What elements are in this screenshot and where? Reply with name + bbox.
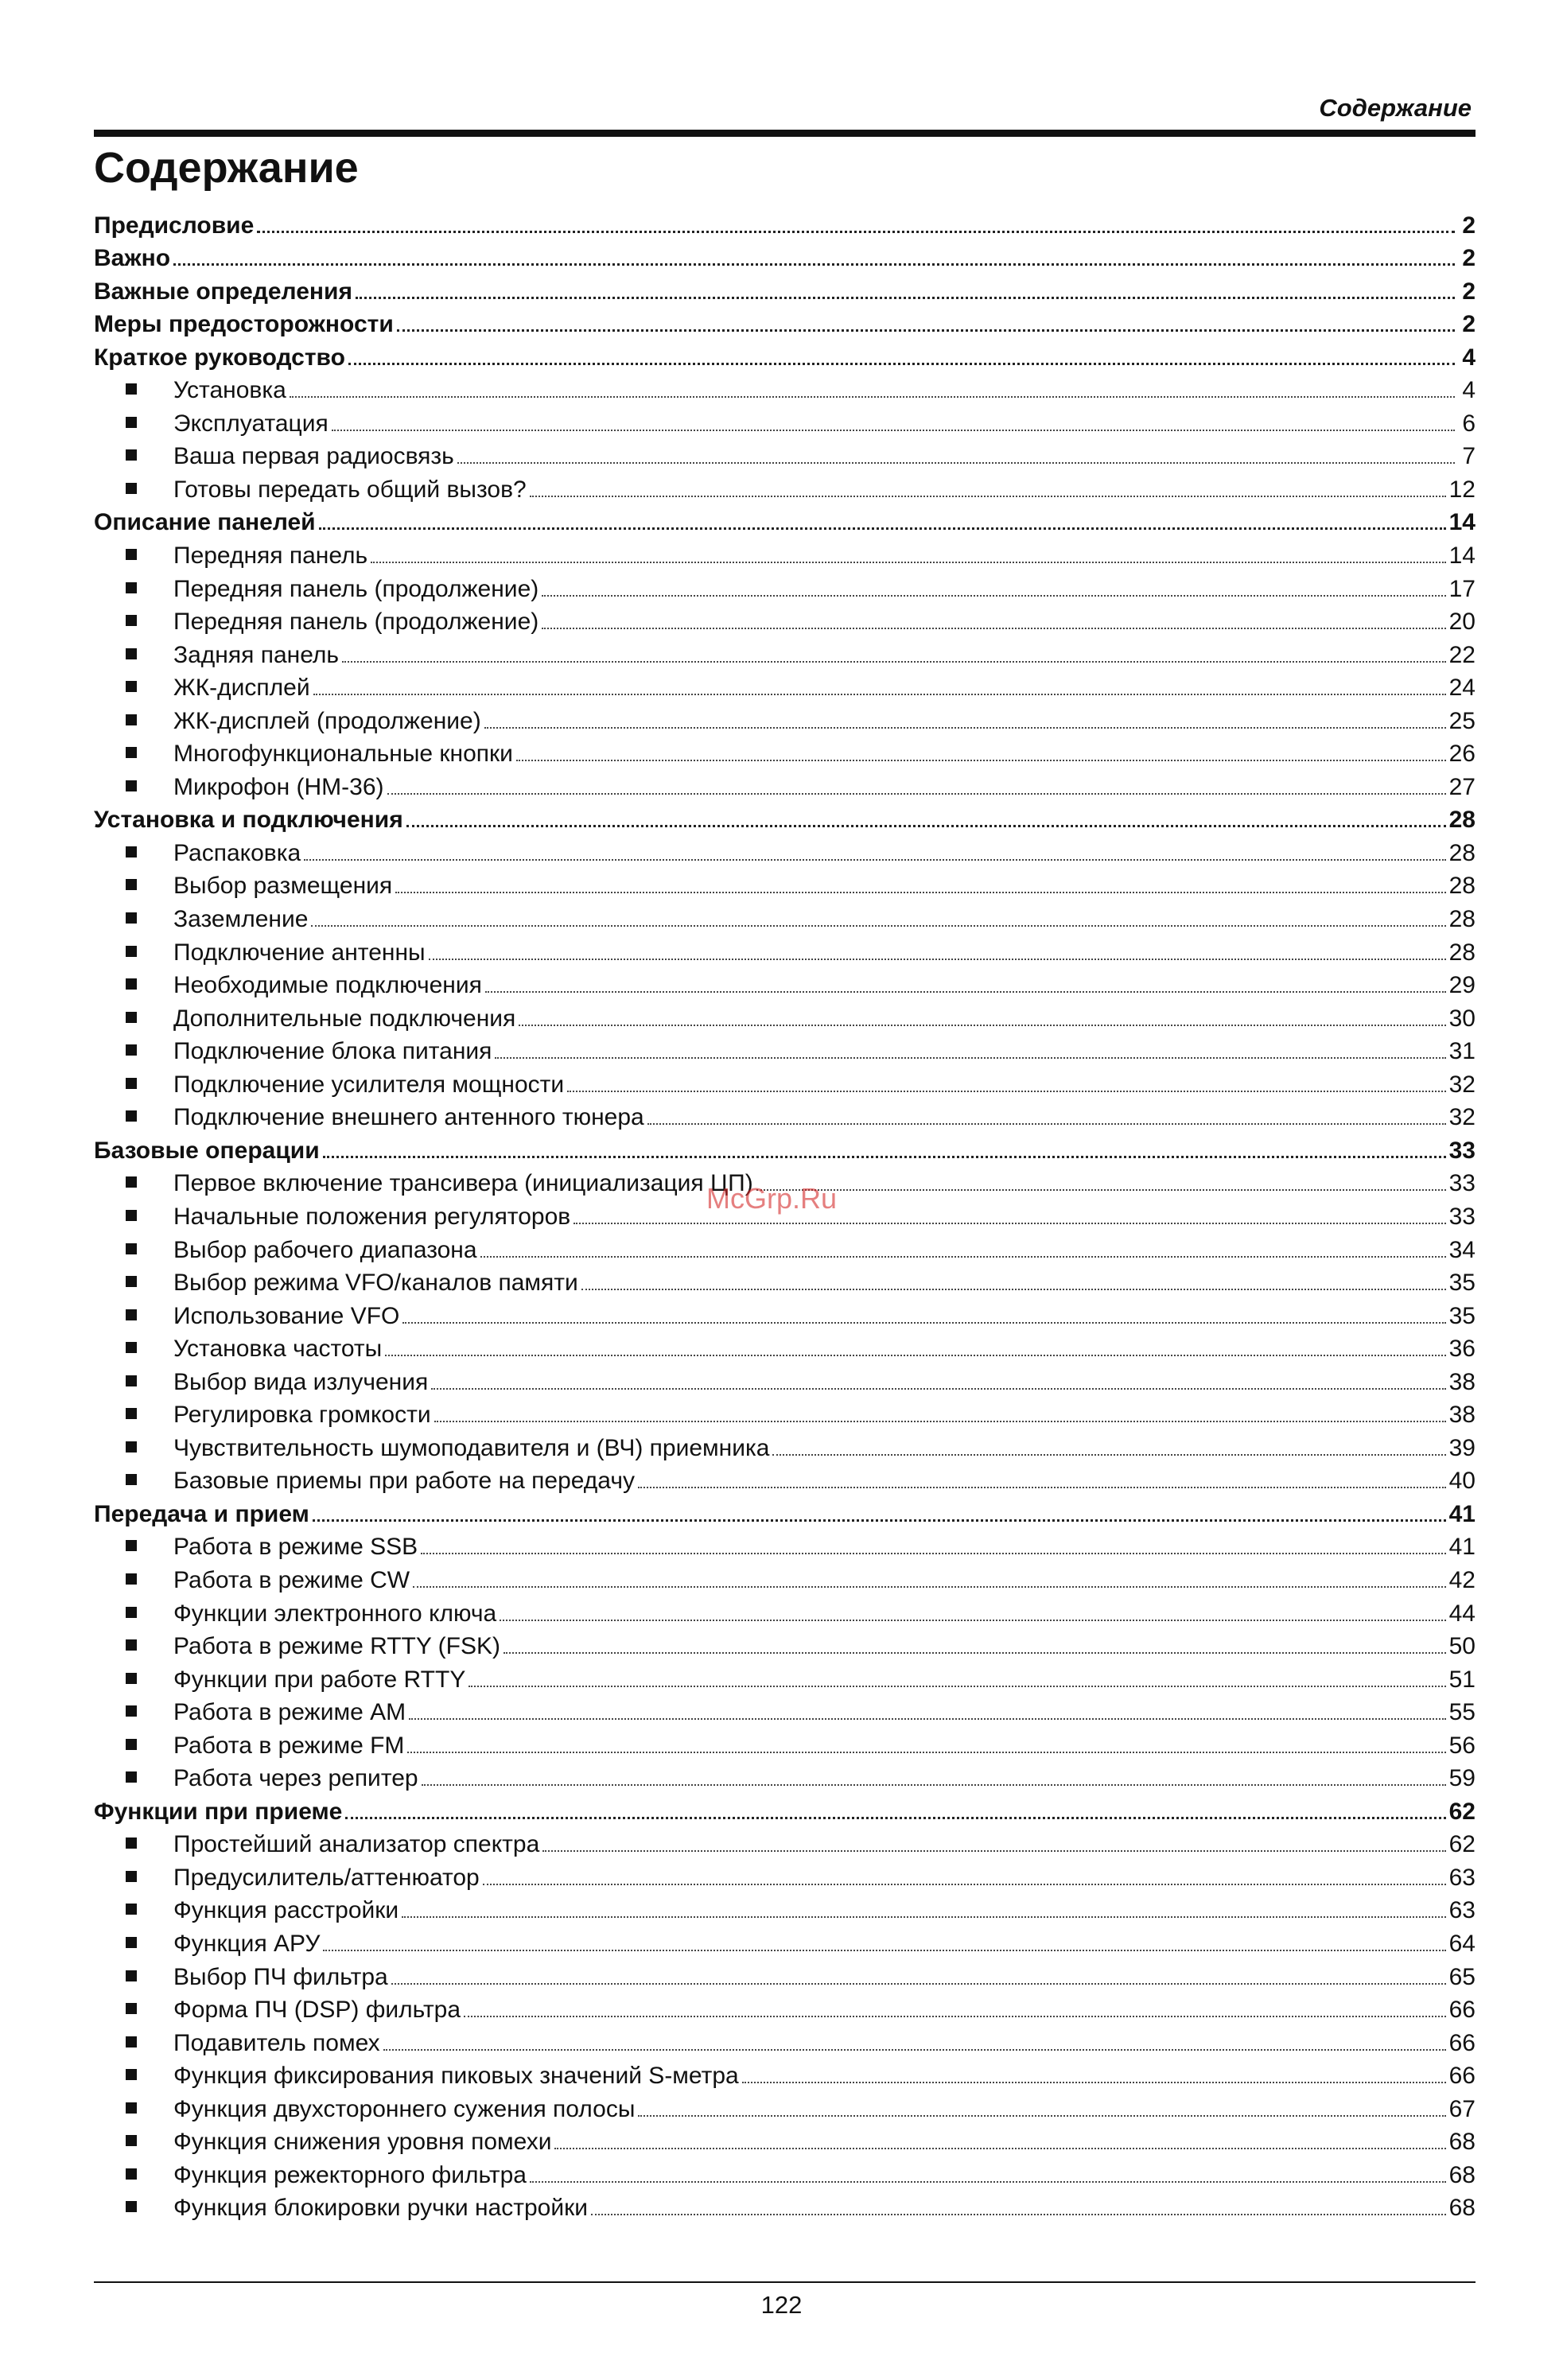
- toc-entry-page: 35: [1448, 1270, 1476, 1297]
- toc-entry-title: Необходимые подключения: [173, 972, 482, 999]
- dot-leader: [323, 1156, 1446, 1158]
- toc-entry-title: Передача и прием: [94, 1500, 309, 1527]
- toc-entry-title: ЖК-дисплей (продолжение): [173, 707, 481, 734]
- toc-item[interactable]: [94, 1958, 1476, 1992]
- toc-entry-page: 17: [1448, 575, 1476, 602]
- toc-item[interactable]: [94, 1561, 1476, 1595]
- toc-entry-title: Описание панелей: [94, 509, 316, 536]
- dot-leader: [542, 628, 1445, 629]
- bullet-icon: [126, 1408, 137, 1419]
- toc-entry-page: 14: [1448, 542, 1476, 570]
- toc-entry-page: 28: [1448, 807, 1476, 834]
- bullet-icon: [126, 1276, 137, 1287]
- toc-entry-title: Функция АРУ: [173, 1930, 321, 1957]
- toc-entry-page: 35: [1448, 1302, 1476, 1329]
- toc-entry-title: Функция фиксирования пиковых значений S-метра: [173, 2063, 739, 2090]
- header-rule: [94, 130, 1476, 137]
- dot-leader: [504, 1652, 1446, 1654]
- toc-entry-title: Подавитель помех: [173, 2029, 380, 2056]
- toc-entry-page: 41: [1448, 1500, 1476, 1527]
- toc-entry-page: 26: [1448, 741, 1476, 768]
- toc-entry-page: 56: [1448, 1732, 1476, 1759]
- toc-item[interactable]: [94, 2024, 1476, 2058]
- toc-entry-title: Базовые приемы при работе на передачу: [173, 1468, 635, 1495]
- toc-item[interactable]: [94, 438, 1476, 472]
- bullet-icon: [126, 2003, 137, 2014]
- toc-entry-title: Функция расстройки: [173, 1897, 399, 1924]
- bullet-icon: [126, 1110, 137, 1122]
- dot-leader: [434, 1421, 1446, 1422]
- dot-leader: [483, 1884, 1446, 1885]
- toc-entry-title: Регулировка громкости: [173, 1402, 431, 1429]
- toc-entry-title: Выбор режима VFO/каналов памяти: [173, 1270, 578, 1297]
- dot-leader: [500, 1620, 1445, 1621]
- toc-entry-page: 59: [1448, 1765, 1476, 1792]
- toc-entry-page: 22: [1448, 641, 1476, 668]
- bullet-icon: [126, 1210, 137, 1221]
- toc-item[interactable]: [94, 1760, 1476, 1794]
- toc-entry-page: 31: [1448, 1038, 1476, 1065]
- toc-entry-page: 32: [1448, 1071, 1476, 1098]
- bullet-icon: [126, 946, 137, 957]
- toc-entry-page: 33: [1448, 1170, 1476, 1197]
- toc-entry-title: Установка частоты: [173, 1336, 383, 1363]
- toc-item[interactable]: [94, 1529, 1476, 1562]
- toc-entry-page: 33: [1448, 1203, 1476, 1230]
- bullet-icon: [126, 2135, 137, 2146]
- toc-entry-page: 34: [1448, 1236, 1476, 1263]
- toc-entry-page: 68: [1448, 2161, 1476, 2188]
- dot-leader: [542, 1850, 1445, 1852]
- dot-leader: [647, 1123, 1446, 1125]
- bullet-icon: [126, 1540, 137, 1551]
- toc-item[interactable]: [94, 1297, 1476, 1331]
- toc-entry-page: 28: [1448, 873, 1476, 900]
- page-title: Содержание: [94, 144, 359, 192]
- toc-entry-page: 68: [1448, 2129, 1476, 2156]
- toc-entry-title: Выбор вида излучения: [173, 1368, 429, 1395]
- toc-entry-title: Распаковка: [173, 839, 301, 866]
- toc-entry-title: Подключение антенны: [173, 939, 426, 966]
- toc-item[interactable]: [94, 1000, 1476, 1033]
- toc-entry-page: 66: [1448, 2063, 1476, 2090]
- dot-leader: [387, 793, 1446, 795]
- bullet-icon: [126, 1937, 137, 1948]
- dot-leader: [413, 1586, 1446, 1588]
- dot-leader: [311, 925, 1445, 927]
- toc-item[interactable]: [94, 900, 1476, 934]
- toc-item[interactable]: [94, 2124, 1476, 2157]
- dot-leader: [383, 2049, 1446, 2051]
- dot-leader: [638, 2115, 1445, 2117]
- toc-item[interactable]: [94, 1925, 1476, 1958]
- dot-leader: [406, 825, 1446, 827]
- toc-entry-title: Работа в режиме RTTY (FSK): [173, 1633, 501, 1660]
- bullet-icon: [126, 1342, 137, 1353]
- toc-entry-page: 27: [1448, 773, 1476, 800]
- bullet-icon: [126, 2069, 137, 2080]
- bullet-icon: [126, 2102, 137, 2114]
- toc-entry-page: 63: [1448, 1864, 1476, 1891]
- toc-entry-page: 30: [1448, 1005, 1476, 1032]
- toc-entry-page: 28: [1448, 906, 1476, 933]
- page-number: 122: [760, 2291, 803, 2319]
- dot-leader: [257, 231, 1455, 233]
- toc-item[interactable]: [94, 1727, 1476, 1760]
- dot-leader: [402, 1322, 1445, 1324]
- toc-entry-page: 44: [1448, 1600, 1476, 1627]
- toc-item[interactable]: [94, 1661, 1476, 1694]
- dot-leader: [173, 263, 1455, 266]
- toc-entry-page: 24: [1448, 675, 1476, 702]
- toc-entry-page: 66: [1448, 1997, 1476, 2024]
- toc-entry-title: Чувствительность шумоподавителя и (ВЧ) приемника: [173, 1434, 770, 1461]
- toc-entry-title: Работа через репитер: [173, 1765, 418, 1792]
- toc-entry-page: 28: [1448, 839, 1476, 866]
- bullet-icon: [126, 582, 137, 593]
- bullet-icon: [126, 383, 137, 395]
- toc-entry-page: 25: [1448, 707, 1476, 734]
- bullet-icon: [126, 615, 137, 626]
- toc-section[interactable]: [94, 207, 1476, 240]
- toc-item[interactable]: [94, 868, 1476, 901]
- bullet-icon: [126, 1375, 137, 1386]
- dot-leader: [638, 1487, 1446, 1488]
- dot-leader: [332, 430, 1455, 431]
- toc-item[interactable]: [94, 670, 1476, 703]
- bullet-icon: [126, 1673, 137, 1684]
- running-header: Содержание: [1319, 94, 1472, 122]
- bullet-icon: [126, 747, 137, 758]
- bullet-icon: [126, 1639, 137, 1651]
- bullet-icon: [126, 2168, 137, 2180]
- toc-entry-title: Подключение внешнего антенного тюнера: [173, 1104, 644, 1131]
- bullet-icon: [126, 1474, 137, 1485]
- toc-entry-title: Передняя панель: [173, 542, 368, 570]
- toc-entry-title: Использование VFO: [173, 1302, 400, 1329]
- toc-item[interactable]: [94, 405, 1476, 438]
- toc-item[interactable]: [94, 834, 1476, 868]
- dot-leader: [407, 1752, 1445, 1753]
- toc-entry-page: 38: [1448, 1368, 1476, 1395]
- toc-entry-page: 32: [1448, 1104, 1476, 1131]
- toc-entry-page: 64: [1448, 1930, 1476, 1957]
- dot-leader: [348, 363, 1455, 365]
- bullet-icon: [126, 879, 137, 890]
- bullet-icon: [126, 912, 137, 924]
- toc-item[interactable]: [94, 604, 1476, 637]
- dot-leader: [516, 760, 1446, 761]
- toc-entry-title: Работа в режиме FM: [173, 1732, 405, 1759]
- dot-leader: [342, 661, 1446, 663]
- toc-section[interactable]: [94, 273, 1476, 306]
- toc-item[interactable]: [94, 1331, 1476, 1364]
- bullet-icon: [126, 1838, 137, 1849]
- toc-entry-title: Краткое руководство: [94, 344, 345, 371]
- toc-item[interactable]: [94, 1595, 1476, 1628]
- toc-entry-title: Готовы передать общий вызов?: [173, 476, 527, 503]
- toc-entry-title: Выбор ПЧ фильтра: [173, 1963, 388, 1990]
- toc-entry-page: 42: [1448, 1566, 1476, 1593]
- toc-entry-page: 2: [1462, 311, 1476, 338]
- dot-leader: [429, 959, 1446, 960]
- dot-leader: [313, 694, 1446, 695]
- dot-leader: [542, 595, 1445, 597]
- toc-item[interactable]: [94, 1363, 1476, 1397]
- toc-entry-title: Функции при работе RTTY: [173, 1666, 466, 1693]
- toc-item[interactable]: [94, 2090, 1476, 2124]
- toc-item[interactable]: [94, 1231, 1476, 1265]
- toc-entry-page: 39: [1448, 1434, 1476, 1461]
- dot-leader: [319, 527, 1446, 530]
- bullet-icon: [126, 978, 137, 990]
- toc-item[interactable]: [94, 1099, 1476, 1133]
- watermark: McGrp.Ru: [706, 1182, 838, 1215]
- bullet-icon: [126, 1012, 137, 1023]
- toc-entry-title: ЖК-дисплей: [173, 675, 310, 702]
- dot-leader: [772, 1454, 1445, 1456]
- toc-entry-page: 33: [1448, 1137, 1476, 1164]
- toc-item[interactable]: [94, 2058, 1476, 2091]
- dot-leader: [409, 1718, 1446, 1720]
- toc-entry-page: 68: [1448, 2195, 1476, 2222]
- toc-entry-title: Предисловие: [94, 212, 255, 239]
- toc-section[interactable]: [94, 1495, 1476, 1529]
- toc-entry-title: Меры предосторожности: [94, 311, 394, 338]
- toc-entry-title: Задняя панель: [173, 641, 340, 668]
- bullet-icon: [126, 417, 137, 428]
- dot-leader: [323, 1950, 1445, 1951]
- toc-entry-title: Функции электронного ключа: [173, 1600, 497, 1627]
- toc-entry-page: 36: [1448, 1336, 1476, 1363]
- toc-entry-page: 67: [1448, 2095, 1476, 2122]
- toc-item[interactable]: [94, 1429, 1476, 1463]
- toc-entry-title: Многофункциональные кнопки: [173, 741, 513, 768]
- toc-entry-page: 4: [1462, 344, 1476, 371]
- toc-entry-page: 7: [1462, 443, 1476, 470]
- dot-leader: [371, 562, 1445, 563]
- toc-entry-page: 55: [1448, 1699, 1476, 1726]
- toc-entry-title: Предусилитель/аттенюатор: [173, 1864, 480, 1891]
- bullet-icon: [126, 2036, 137, 2048]
- toc-entry-page: 62: [1448, 1798, 1476, 1825]
- toc-item[interactable]: [94, 768, 1476, 802]
- dot-leader: [421, 1553, 1445, 1554]
- bullet-icon: [126, 1739, 137, 1750]
- toc-entry-page: 63: [1448, 1897, 1476, 1924]
- dot-leader: [554, 2148, 1445, 2149]
- toc-item[interactable]: [94, 1826, 1476, 1860]
- toc-entry-page: 20: [1448, 609, 1476, 636]
- toc-entry-title: Эксплуатация: [173, 410, 329, 437]
- dot-leader: [431, 1388, 1445, 1390]
- toc-entry-page: 41: [1448, 1534, 1476, 1561]
- toc-entry-title: Передняя панель (продолжение): [173, 609, 539, 636]
- bullet-icon: [126, 1441, 137, 1452]
- toc-entry-title: Выбор рабочего диапазона: [173, 1236, 477, 1263]
- toc-item[interactable]: [94, 2156, 1476, 2190]
- toc-entry-title: Установка: [173, 377, 286, 404]
- dot-leader: [395, 892, 1445, 893]
- dot-leader: [573, 1223, 1445, 1224]
- bullet-icon: [126, 1705, 137, 1717]
- toc-item[interactable]: [94, 1892, 1476, 1926]
- toc-entry-page: 50: [1448, 1633, 1476, 1660]
- bullet-icon: [126, 549, 137, 560]
- dot-leader: [345, 1817, 1445, 1819]
- dot-leader: [519, 1025, 1445, 1026]
- bullet-icon: [126, 780, 137, 791]
- toc-item[interactable]: [94, 702, 1476, 736]
- toc-item[interactable]: [94, 934, 1476, 967]
- bullet-icon: [126, 449, 137, 461]
- bullet-icon: [126, 1871, 137, 1882]
- toc-entry-page: 6: [1462, 410, 1476, 437]
- toc-entry-title: Первое включение трансивера (инициализация ЦП): [173, 1170, 753, 1197]
- toc-item[interactable]: [94, 1066, 1476, 1099]
- dot-leader: [756, 1189, 1446, 1191]
- dot-leader: [304, 859, 1445, 861]
- toc-entry-page: 38: [1448, 1402, 1476, 1429]
- toc-entry-title: Подключение блока питания: [173, 1038, 492, 1065]
- toc-item[interactable]: [94, 1992, 1476, 2025]
- toc-item[interactable]: [94, 1265, 1476, 1298]
- footer-rule: [94, 2281, 1476, 2283]
- toc-item[interactable]: [94, 967, 1476, 1001]
- toc-entry-page: 14: [1448, 509, 1476, 536]
- toc-item[interactable]: [94, 570, 1476, 604]
- toc-section[interactable]: [94, 1132, 1476, 1165]
- dot-leader: [581, 1289, 1446, 1290]
- dot-leader: [391, 1983, 1446, 1985]
- bullet-icon: [126, 1044, 137, 1056]
- toc-entry-title: Базовые операции: [94, 1137, 320, 1164]
- toc-section[interactable]: [94, 306, 1476, 340]
- dot-leader: [464, 2016, 1446, 2017]
- bullet-icon: [126, 1771, 137, 1783]
- bullet-icon: [126, 1970, 137, 1981]
- bullet-icon: [126, 1607, 137, 1618]
- dot-leader: [422, 1784, 1446, 1786]
- toc-entry-title: Выбор размещения: [173, 873, 393, 900]
- toc-entry-page: 2: [1462, 245, 1476, 272]
- dot-leader: [457, 462, 1455, 464]
- dot-leader: [397, 329, 1455, 332]
- dot-leader: [469, 1686, 1445, 1687]
- bullet-icon: [126, 1078, 137, 1089]
- toc-entry-title: Заземление: [173, 906, 309, 933]
- toc-entry-page: 12: [1448, 476, 1476, 503]
- bullet-icon: [126, 714, 137, 725]
- toc-item[interactable]: [94, 636, 1476, 670]
- toc-entry-page: 28: [1448, 939, 1476, 966]
- toc-entry-title: Функции при приеме: [94, 1798, 343, 1825]
- toc-entry-page: 2: [1462, 278, 1476, 305]
- toc-entry-page: 65: [1448, 1963, 1476, 1990]
- toc-item[interactable]: [94, 1033, 1476, 1067]
- bullet-icon: [126, 1243, 137, 1254]
- toc-entry-title: Микрофон (HM-36): [173, 773, 384, 800]
- dot-leader: [742, 2082, 1446, 2083]
- toc-entry-title: Дополнительные подключения: [173, 1005, 516, 1032]
- dot-leader: [567, 1091, 1445, 1092]
- toc-item[interactable]: [94, 2190, 1476, 2223]
- toc-item[interactable]: [94, 537, 1476, 570]
- dot-leader: [591, 2214, 1446, 2215]
- toc-section[interactable]: [94, 339, 1476, 372]
- toc-entry-title: Установка и подключения: [94, 807, 403, 834]
- toc-section[interactable]: [94, 504, 1476, 538]
- toc-entry-title: Простейший анализатор спектра: [173, 1831, 540, 1858]
- bullet-icon: [126, 1904, 137, 1915]
- toc-entry-page: 40: [1448, 1468, 1476, 1495]
- bullet-icon: [126, 2201, 137, 2212]
- toc-item[interactable]: [94, 1463, 1476, 1496]
- bullet-icon: [126, 1309, 137, 1320]
- toc-entry-title: Передняя панель (продолжение): [173, 575, 539, 602]
- toc-section[interactable]: [94, 240, 1476, 274]
- dot-leader: [402, 1916, 1445, 1918]
- toc-entry-title: Функция блокировки ручки настройки: [173, 2195, 588, 2222]
- toc-entry-title: Функция режекторного фильтра: [173, 2161, 527, 2188]
- toc-entry-title: Важно: [94, 245, 171, 272]
- dot-leader: [484, 727, 1446, 729]
- toc-section[interactable]: [94, 802, 1476, 835]
- toc-item[interactable]: [94, 1397, 1476, 1430]
- toc-entry-page: 62: [1448, 1831, 1476, 1858]
- toc-item[interactable]: [94, 1628, 1476, 1662]
- toc-item[interactable]: [94, 372, 1476, 406]
- bullet-icon: [126, 1176, 137, 1188]
- dot-leader: [290, 396, 1455, 398]
- toc-entry-page: 29: [1448, 972, 1476, 999]
- toc-entry-title: Работа в режиме SSB: [173, 1534, 418, 1561]
- dot-leader: [385, 1355, 1445, 1356]
- toc-item[interactable]: [94, 736, 1476, 769]
- toc-entry-title: Ваша первая радиосвязь: [173, 443, 454, 470]
- dot-leader: [495, 1057, 1445, 1059]
- toc-entry-title: Работа в режиме CW: [173, 1566, 410, 1593]
- toc-section[interactable]: [94, 1793, 1476, 1826]
- toc-entry-title: Форма ПЧ (DSP) фильтра: [173, 1997, 461, 2024]
- toc-entry-page: 4: [1462, 377, 1476, 404]
- dot-leader: [313, 1519, 1446, 1522]
- toc-entry-page: 2: [1462, 212, 1476, 239]
- bullet-icon: [126, 681, 137, 692]
- dot-leader: [485, 991, 1446, 993]
- dot-leader: [356, 297, 1455, 299]
- toc-entry-title: Начальные положения регуляторов: [173, 1203, 571, 1230]
- dot-leader: [530, 496, 1446, 497]
- toc-item[interactable]: [94, 1694, 1476, 1728]
- bullet-icon: [126, 648, 137, 659]
- toc-entry-title: Подключение усилителя мощности: [173, 1071, 565, 1098]
- toc-entry-title: Работа в режиме AM: [173, 1699, 406, 1726]
- dot-leader: [480, 1256, 1446, 1258]
- toc-item[interactable]: [94, 471, 1476, 504]
- toc-entry-title: Важные определения: [94, 278, 352, 305]
- bullet-icon: [126, 483, 137, 494]
- toc-entry-title: Функция двухстороннего сужения полосы: [173, 2095, 636, 2122]
- toc-entry-page: 66: [1448, 2029, 1476, 2056]
- dot-leader: [530, 2181, 1446, 2183]
- toc-entry-title: Функция снижения уровня помехи: [173, 2129, 552, 2156]
- toc-item[interactable]: [94, 1859, 1476, 1892]
- bullet-icon: [126, 846, 137, 858]
- bullet-icon: [126, 1573, 137, 1585]
- toc-entry-page: 51: [1448, 1666, 1476, 1693]
